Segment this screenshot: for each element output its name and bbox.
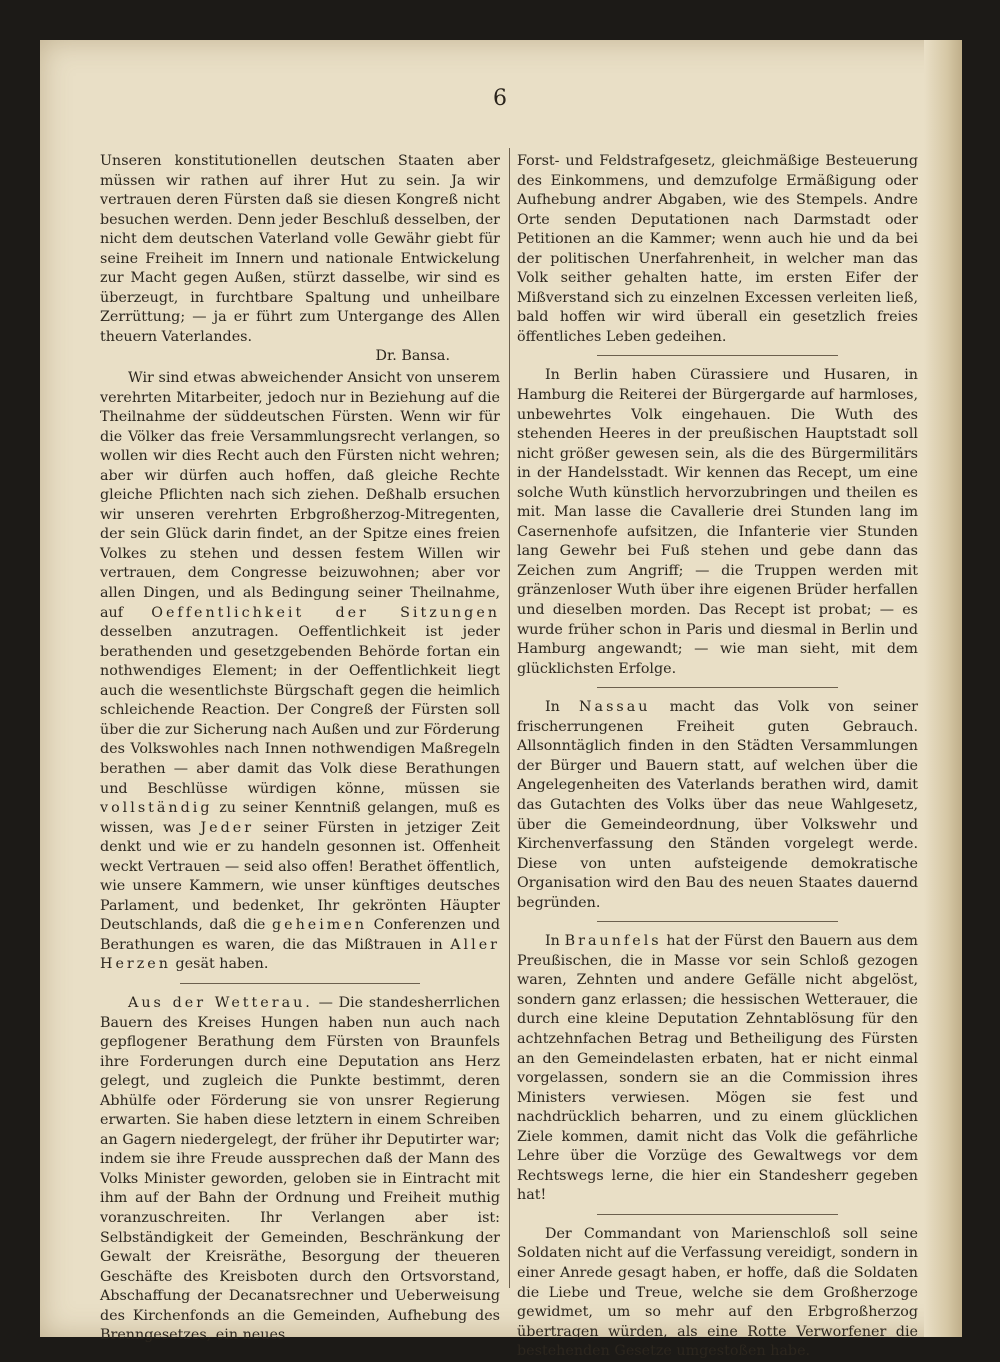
section-separator (597, 355, 838, 356)
article-signature: Dr. Bansa. (375, 348, 450, 365)
page-number: 6 (493, 86, 507, 111)
article-paragraph: Forst- und Feldstrafgesetz, gleichmäßige Besteuerung des Einkommens, und demzufolge Ermäßigung oder Aufhebung andrer Abgaben, wie des Stempels. Andre Orte senden Deputationen nach Darmstadt oder Petitionen an die Kammer; wenn auch hie und da bei der politischen Unerfahrenheit, in welcher man das Volk seither gehalten hatte, im ersten Eifer der Mißverstand sich zu einzelnen Excessen verleiten ließ, bald hoffen wir wird überall ein gesetzlich freies öffentliches Leben gedeihen. (517, 153, 918, 345)
emphasized-text: Aus der Wetterau. (128, 994, 313, 1011)
article-paragraph: Wir sind etwas abweichender Ansicht von unserem verehrten Mitarbeiter, jedoch nur in Beziehung auf die Theilnahme der süddeutschen Fürsten. Wenn wir für die Völker das freie Versammlungsrecht verlangen, so wollen wir dies Recht auch den Fürsten nicht wehren; aber wir dürfen auch hoffen, daß gleiche Rechte gleiche Pflichten nach sich ziehen. Deßhalb ersuchen wir unseren verehrten Erbgroßherzog-Mitregenten, der sein Glück darin findet, an der Spitze eines freien Volkes zu stehen und dessen festem Willen wir vertrauen, dem Congresse beizuwohnen; aber vor allen Dingen, und als Bedingung seiner Theilnahme, auf Oeffentlichkeit der Sitzungen desselben anzutragen. Oeffentlichkeit ist jeder berathenden und gesetzgebenden Behörde fortan ein nothwendiges Element; in der Oeffentlichkeit liegt auch die wesentlichste Bürgschaft gegen die heimlich schleichende Reaction. Der Congreß der Fürsten soll über die zur Sicherung nach Außen und zur Förderung des Volkswohles nach Innen nothwendigen Maßregeln berathen — aber damit das Volk diese Berathungen und Beschlüsse würdigen könne, müssen sie vollständig zu seiner Kenntniß gelangen, muß es wissen, was Jeder seiner Fürsten in jetziger Zeit denkt und wie er zu handeln gesonnen ist. Offenheit weckt Vertrauen — seid also offen! Berathet öffentlich, wie unsere Kammern, wie unser künftiges deutsches Parlament, und bedenket, Ihr gekrönten Häupter Deutschlands, daß die geheimen Conferenzen und Berathungen es waren, die das Mißtrauen in Aller Herzen gesät haben. (100, 370, 501, 973)
emphasized-text: Braunfels (564, 933, 662, 950)
emphasized-text: Nassau (579, 699, 651, 716)
article-paragraph: Der Commandant von Marienschloß soll seine Soldaten nicht auf die Verfassung vereidigt, sondern in einer Anrede gesagt haben, er hoffe, daß die Soldaten die Liebe und Treue, welche sie dem Großherzoge gewidmet, um so mehr auf den Erbgroßherzog übertragen würden, als eine Rotte Verworfener die bestehenden Gesetze umgestoßen habe. (517, 1225, 918, 1360)
emphasized-text: geheimen (271, 917, 368, 934)
emphasized-text: Oeffentlichkeit der Sitzungen (151, 604, 500, 621)
left-column (100, 152, 500, 1346)
article-paragraph: Unseren konstitutionellen deutschen Staaten aber müssen wir rathen auf ihrer Hut zu sein. Ja wir vertrauen deren Fürsten daß sie diesen Kongreß nicht besuchen werden. Denn jeder Beschluß desselben, der nicht dem deutschen Vaterland volle Gewähr giebt für seine Freiheit im Innern und nationale Entwickelung zur Macht gegen Außen, stürzt dasselbe, wir sind es überzeugt, in furchtbare Spaltung und unheilbare Zerrüttung; — ja er führt zum Untergange des Allen theuern Vaterlandes. (100, 153, 500, 345)
article-paragraph: In Berlin haben Cürassiere und Husaren, in Hamburg die Reiterei der Bürgergarde auf harmloses, unbewehrtes Volk eingehauen. Die Wuth des stehenden Heeres in der preußischen Hauptstadt soll nicht größer gewesen sein, als die des Bürgermilitärs in der Handelsstadt. Wir kennen das Recept, um eine solche Wuth künstlich hervorzubringen und theilen es mit. Man lasse die Cavallerie drei Stunden lang im Casernenhofe aufsitzen, die Infanterie vier Stunden lang Gewehr bei Fuß stehen und gebe dann das Zeichen zum Angriff; — die Truppen werden mit gränzenloser Wuth über ihre eigenen Brüder herfallen und dieselben morden. Das Recept ist probat; — es wurde früher schon in Paris und diesmal in Berlin und Hamburg angewandt; — wie man sieht, mit dem glücklichsten Erfolge. (517, 367, 918, 677)
article-paragraph: Aus der Wetterau. — Die standesherrlichen Bauern des Kreises Hungen haben nun auch nach gepflogener Berathung dem Fürsten von Braunfels ihre Forderungen durch eine Deputation ans Herz gelegt, und zugleich die Punkte bestimmt, deren Abhülfe oder Förderung sie von unsrer Regierung erwarten. Sie haben diese letztern in einem Schreiben an Gagern niedergelegt, der früher ihr Deputirter war; indem sie ihre Freude aussprechen daß der Mann des Volks Minister geworden, geloben sie in Eintracht mit ihm auf der Bahn der Ordnung und Freiheit muthig voranzuschreiten. Ihr Verlangen aber ist: Selbständigkeit der Gemeinden, Beschränkung der Gewalt der Kreisräthe, Besorgung der theueren Geschäfte des Kreisboten durch den Ortsvorstand, Abschaffung der Decanatsrechner und Ueberweisung des Kirchenfonds an die Gemeinden, Aufhebung des Brenngesetzes, ein neues (100, 994, 500, 1344)
emphasized-text: vollständig (100, 800, 213, 817)
section-separator (180, 983, 420, 984)
section-separator (597, 687, 838, 688)
page-spine-shadow (924, 40, 962, 1337)
right-column (517, 152, 918, 1362)
section-separator (597, 921, 838, 922)
emphasized-text: Jeder (200, 819, 255, 836)
article-paragraph: In Braunfels hat der Fürst den Bauern aus dem Preußischen, die in Masse vor sein Schloß gezogen waren, Zehnten und andere Gefälle nicht abgelöst, sondern ganz erlassen; die hessischen Wetterauer, die durch eine kleine Deputation Zehntablösung für den achtzehnfachen Betrag und Betheiligung des Fürsten an den Gemeindelasten erbaten, hat er nicht einmal vorgelassen, sondern sie an die Commission ihres Ministers verwiesen. Mögen sie fest und nachdrücklich beharren, und zu einem glücklichen Ziele kommen, damit nicht das Volk die gefährliche Lehre über die Vorzüge des Gewaltwegs vor dem Rechtswegs lerne, die hier ein Standesherr gegeben hat! (517, 933, 918, 1204)
article-paragraph: In Nassau macht das Volk von seiner frischerrungenen Freiheit guten Gebrauch. Allsonntäglich finden in den Städten Versammlungen der Bürger und Bauern statt, auf welchen über die Angelegenheiten des Vaterlands berathen wird, damit das Gutachten des Volks über das neue Wahlgesetz, über die Gemeindeordnung, über Volkswehr und Kirchenverfassung den Ständen vorgelegt werde. Diese von unten aufsteigende demokratische Organisation wird den Bau des neuen Staates dauernd begründen. (517, 699, 918, 911)
section-separator (597, 1214, 838, 1215)
emphasized-text: Aller Herzen (100, 936, 500, 973)
column-divider (509, 148, 510, 1288)
